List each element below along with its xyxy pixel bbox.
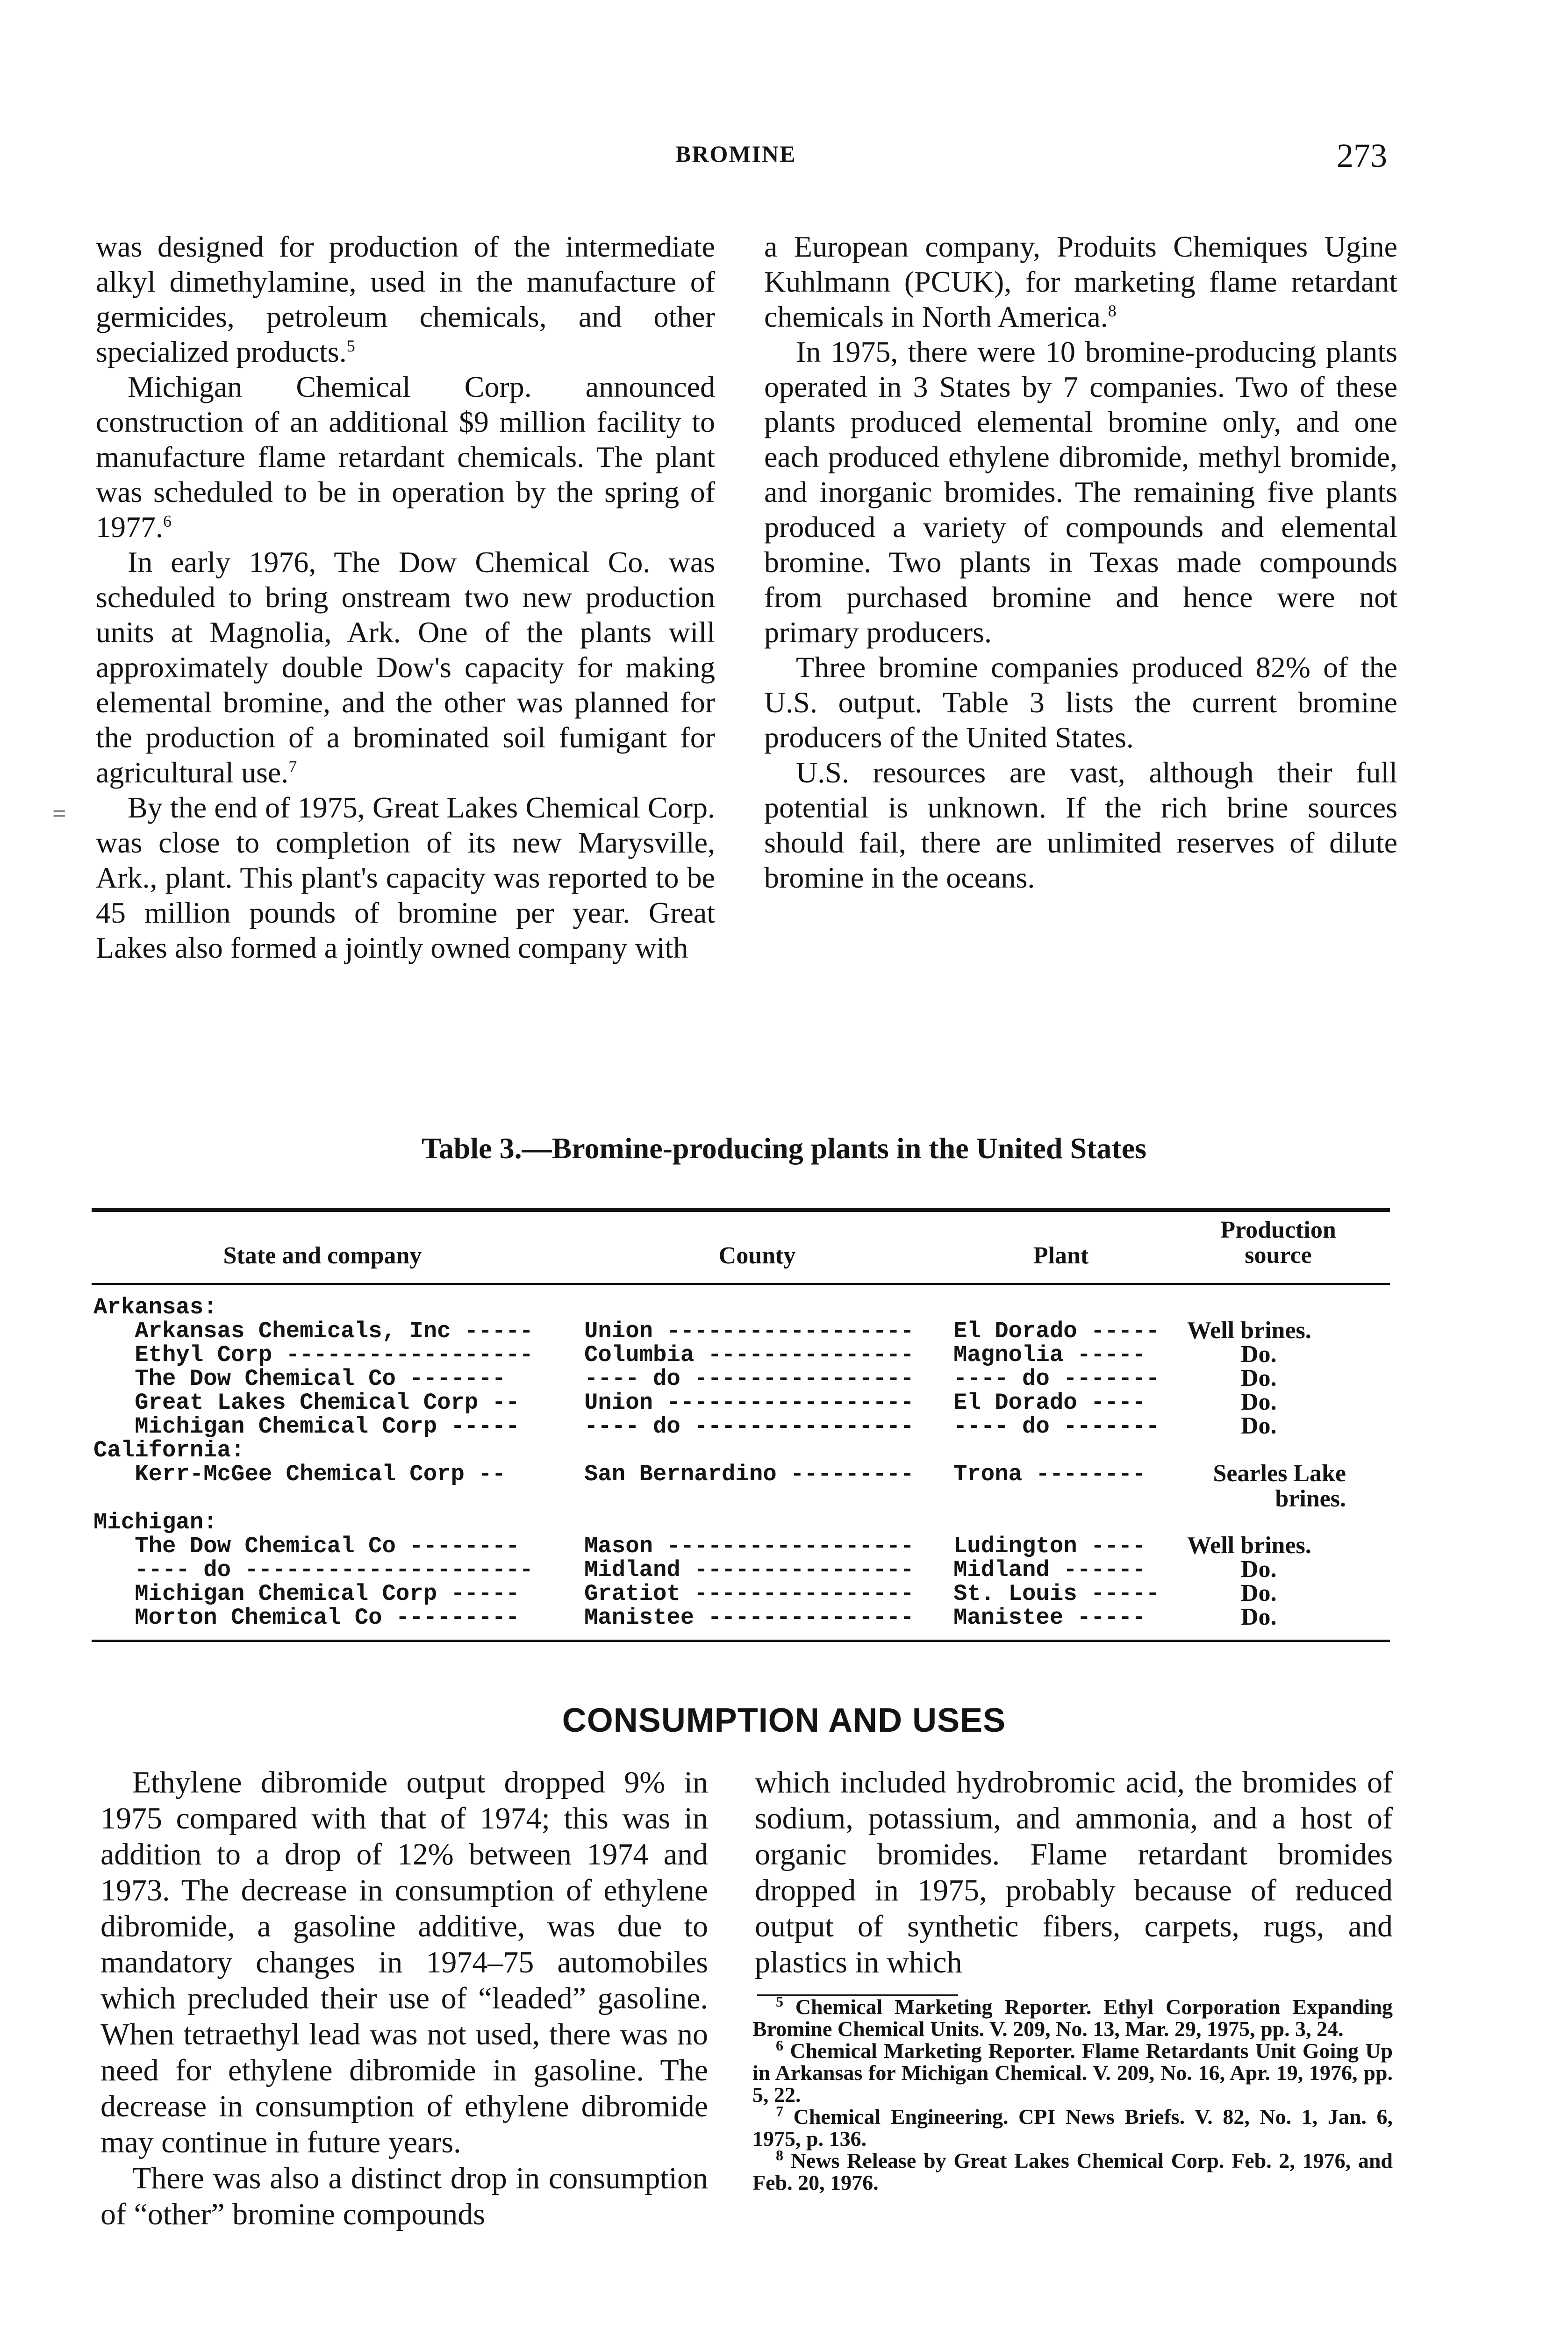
- paragraph: Ethylene dibromide output dropped 9% in 1975 compared with that of 1974; this was in addition to a drop of 12% between 1974 and 1973. The decrease in consumption of ethylene dibromide, a gasoline additive, was due to mandatory changes in 1974–75 automobiles which precluded their use of “leaded” gasoline. When tetraethyl lead was not used, there was no need for ethylene dibromide in gasoline. The decrease in consumption of ethylene dibromide may continue in future years.: [100, 1765, 708, 2159]
- header-plant: Plant: [1033, 1242, 1089, 1269]
- table-row: California:: [93, 1437, 245, 1463]
- footnotes: [752, 1993, 1393, 2194]
- paragraph: There was also a distinct drop in consumption of “other” bromine compounds: [100, 2161, 708, 2231]
- margin-mark: =: [52, 801, 66, 827]
- footnote: $^5$ Chemical Marketing Reporter. Ethyl Corporation Expanding Bromine Chemical Units. V. 209, No. 13, Mar. 29, 1975, pp. 3, 24.: [752, 1993, 1393, 2041]
- paragraph: By the end of 1975, Great Lakes Chemical Corp. was close to completion of its new Marysville, Ark., plant. This plant's capacity was reported to be 45 million pounds of bromine per year. Great Lakes also formed a jointly owned company with: [96, 791, 715, 964]
- table-cell: St. Louis -----: [953, 1581, 1160, 1607]
- paragraph: a European company, Produits Chemiques Ugine Kuhlmann (PCUK), for marketing flame retardant chemicals in North America.$^8$: [764, 230, 1397, 333]
- table-row: Michigan:: [93, 1509, 217, 1535]
- table-cell: San Bernardino ---------: [584, 1461, 914, 1487]
- header-state-company: State and company: [223, 1242, 422, 1269]
- table-cell: Magnolia -----: [953, 1342, 1146, 1368]
- paragraph: In 1975, there were 10 bromine-producing plants operated in 3 States by 7 companies. Two of these plants produced elemental bromine only, and one each produced ethylene dibromide, methyl bromide, and inorganic bromides. The remaining five plants produced a variety of compounds and elemental bromine. Two plants in Texas made compounds from purchased bromine and hence were not primary producers.: [764, 335, 1397, 649]
- section-left-column: [100, 1764, 708, 2232]
- paragraph: Three bromine companies produced 82% of the U.S. output. Table 3 lists the current bromine producers of the United States.: [764, 651, 1397, 754]
- table-cell: Searles Lake brines.: [1213, 1460, 1346, 1512]
- table-row: Ethyl Corp ------------------: [93, 1342, 533, 1368]
- footnote: $^7$ Chemical Engineering. CPI News Briefs. V. 82, No. 1, Jan. 6, 1975, p. 136.: [752, 2103, 1393, 2151]
- table-cell: Do.: [1241, 1580, 1277, 1606]
- paragraph: In early 1976, The Dow Chemical Co. was scheduled to bring onstream two new production units at Magnolia, Ark. One of the plants will approximately double Dow's capacity for making elemental bromine, and the other was planned for the production of a brominated soil fumigant for agricultural use.$^7$: [96, 545, 715, 789]
- table-cell: Do.: [1241, 1604, 1277, 1630]
- page-number: 273: [1337, 137, 1387, 174]
- paragraph: was designed for production of the intermediate alkyl dimethylamine, used in the manufacture of germicides, petroleum chemicals, and other specialized products.$^5$: [96, 230, 715, 368]
- table-cell: Union ------------------: [584, 1318, 914, 1344]
- table-cell: Well brines.: [1187, 1317, 1311, 1344]
- footnote-ref: 6: [163, 512, 172, 530]
- table-row: ---- do ---------------------: [93, 1557, 533, 1583]
- table-row: Morton Chemical Co ---------: [93, 1605, 520, 1631]
- table-cell: Do.: [1241, 1556, 1277, 1583]
- left-column: [96, 229, 715, 965]
- table-cell: Midland ----------------: [584, 1557, 914, 1583]
- table-cell: Columbia ---------------: [584, 1342, 914, 1368]
- footnote-ref: 8: [1108, 301, 1117, 320]
- section-right-column: [755, 1764, 1393, 1980]
- footnote: $^8$ News Release by Great Lakes Chemical Corp. Feb. 2, 1976, and Feb. 20, 1976.: [752, 2147, 1393, 2194]
- table-cell: Union ------------------: [584, 1390, 914, 1416]
- table-row: Kerr-McGee Chemical Corp --: [93, 1461, 506, 1487]
- table-cell: ---- do -------: [953, 1413, 1160, 1440]
- table-cell: Manistee -----: [953, 1605, 1146, 1631]
- table-cell: Trona --------: [953, 1461, 1146, 1487]
- table-row: The Dow Chemical Co -------: [93, 1366, 506, 1392]
- table-row: Michigan Chemical Corp -----: [93, 1413, 520, 1440]
- table-cell: Do.: [1241, 1341, 1277, 1368]
- table-bottom-rule: [92, 1640, 1390, 1642]
- table-cell: ---- do -------: [953, 1366, 1160, 1392]
- table-row: The Dow Chemical Co --------: [93, 1533, 520, 1559]
- table-top-rule: [92, 1208, 1390, 1212]
- header-county: County: [718, 1242, 796, 1269]
- table-cell: Mason ------------------: [584, 1533, 914, 1559]
- footnote-ref: 7: [288, 757, 297, 776]
- table-cell: Well brines.: [1187, 1532, 1311, 1559]
- table-row: Arkansas Chemicals, Inc -----: [93, 1318, 533, 1344]
- table-cell: Midland ------: [953, 1557, 1146, 1583]
- table-cell: Do.: [1241, 1365, 1277, 1391]
- paragraph: U.S. resources are vast, although their full potential is unknown. If the rich brine sources should fail, there are unlimited reserves of dilute bromine in the oceans.: [764, 756, 1397, 894]
- table-cell: Do.: [1241, 1412, 1277, 1439]
- table-cell: El Dorado -----: [953, 1318, 1160, 1344]
- table-cell: ---- do ----------------: [584, 1366, 914, 1392]
- section-heading: CONSUMPTION AND USES: [562, 1702, 1006, 1739]
- footnote: $^6$ Chemical Marketing Reporter. Flame Retardants Unit Going Up in Arkansas for Michigan Chemical. V. 209, No. 16, Apr. 19, 1976, pp. 5, 22.: [752, 2037, 1393, 2107]
- table-cell: Do.: [1241, 1389, 1277, 1415]
- table-cell: Ludington ----: [953, 1533, 1146, 1559]
- table-header-rule: [92, 1283, 1390, 1285]
- running-head: BROMINE: [675, 141, 796, 167]
- header-source: Production source: [1220, 1217, 1336, 1269]
- footnote-ref: 5: [346, 337, 355, 355]
- table-row: Great Lakes Chemical Corp --: [93, 1390, 520, 1416]
- table-row: Michigan Chemical Corp -----: [93, 1581, 520, 1607]
- table-cell: Manistee ---------------: [584, 1605, 914, 1631]
- table-row: Arkansas:: [93, 1294, 217, 1320]
- right-column: [764, 229, 1397, 895]
- paragraph: which included hydrobromic acid, the bromides of sodium, potassium, and ammonia, and a host of organic bromides. Flame retardant bromides dropped in 1975, probably because of reduced output of synthetic fibers, carpets, rugs, and plastics in which: [755, 1765, 1393, 1979]
- paragraph: Michigan Chemical Corp. announced construction of an additional $9 million facility to manufacture flame retardant chemicals. The plant was scheduled to be in operation by the spring of 1977.$^6$: [96, 370, 715, 544]
- table-title: Table 3.—Bromine-producing plants in the United States: [421, 1132, 1147, 1165]
- table-cell: El Dorado ----: [953, 1390, 1146, 1416]
- table-cell: Gratiot ----------------: [584, 1581, 914, 1607]
- table-cell: ---- do ----------------: [584, 1413, 914, 1440]
